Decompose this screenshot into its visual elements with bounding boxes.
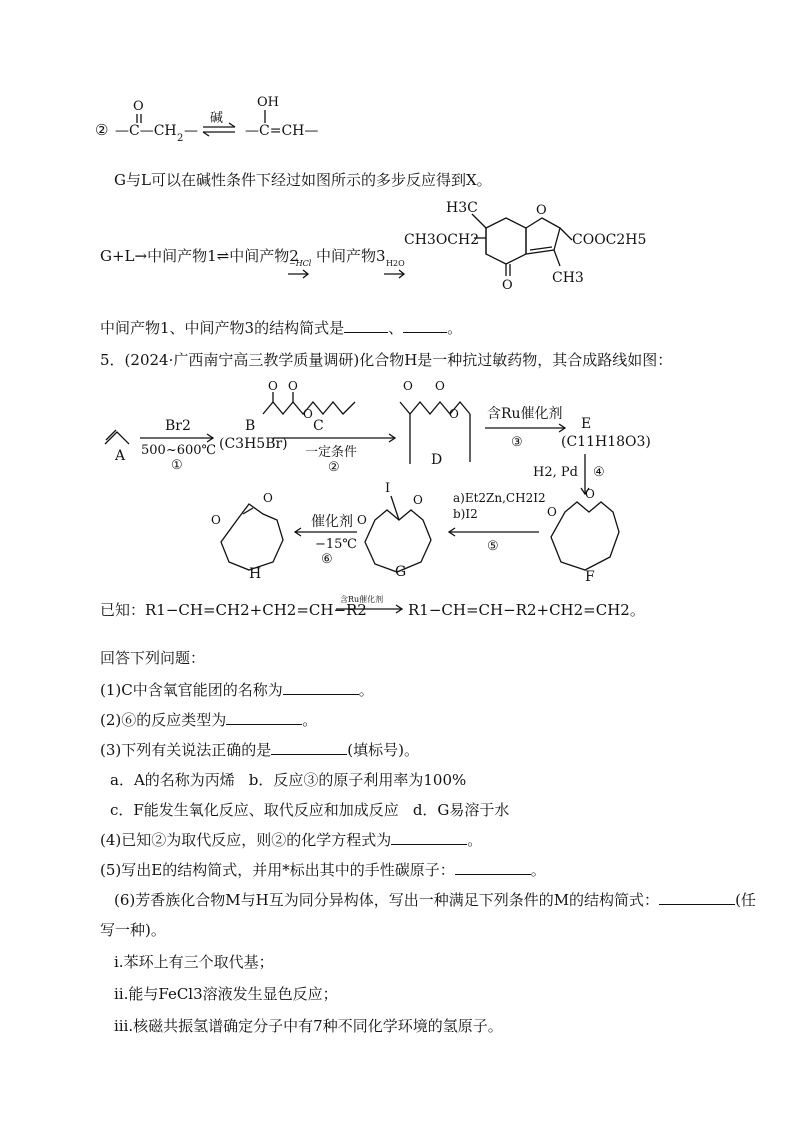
question-1-end: 。: [358, 681, 374, 699]
question-2-blank[interactable]: [226, 710, 302, 725]
step5-reagent-a: a)Et2Zn,CH2I2: [453, 491, 546, 505]
x-furan-double: [530, 247, 552, 250]
question-3: [100, 740, 419, 760]
synthesis-route: [95, 372, 735, 582]
x-cooc2h5: COOC2H5: [572, 232, 647, 248]
d-ester-o: O: [435, 379, 445, 393]
step6-cat: 催化剂: [311, 514, 353, 530]
question-5-blank[interactable]: [455, 860, 531, 875]
f-ketone-o: O: [547, 505, 557, 519]
options-ab: [110, 770, 466, 790]
question-3-tail: (填标号)。: [347, 741, 419, 759]
question-1-blank[interactable]: [283, 680, 359, 695]
step4-reagent: H2, Pd: [533, 465, 578, 480]
keto-tail: —: [184, 123, 198, 139]
question-4-end: 。: [467, 831, 483, 849]
x-furan-o: O: [536, 203, 547, 218]
answer-blank-2[interactable]: [403, 318, 447, 333]
x-ester-bond: [560, 228, 572, 240]
question-4-blank[interactable]: [391, 830, 467, 845]
question-4: [100, 830, 482, 850]
step6-cond: −15℃: [315, 537, 357, 552]
condition-ii: ⅱ.能与FeCl3溶液发生显色反应；: [114, 985, 338, 1003]
g-lactone-o: O: [413, 493, 423, 507]
label-a: A: [115, 448, 126, 464]
answer-prompt: 回答下列问题：: [100, 649, 206, 667]
step5-reagent-b: b)I2: [453, 507, 478, 521]
step1-cond: 500~600℃: [141, 443, 217, 458]
question-5-end: 。: [530, 861, 546, 879]
option-b: b．反应③的原子利用率为100%: [248, 771, 467, 789]
option-c: c．F能发生氧化反应、取代反应和加成反应: [110, 801, 399, 819]
question-6-cont: 写一种)。: [100, 921, 166, 939]
g-ketone-o: O: [357, 513, 367, 527]
known-right: [408, 600, 645, 620]
question-6-text: (6)芳香族化合物M与H互为同分异构体，写出一种满足下列条件的M的结构简式：: [114, 891, 660, 909]
question-3-text: (3)下列有关说法正确的是: [100, 741, 272, 759]
known-arrow: [334, 592, 406, 618]
g-iodine: I: [385, 481, 391, 496]
intermediate-end: 。: [447, 319, 463, 337]
keto-subscript: 2: [177, 133, 184, 144]
question-4-text: (4)已知②为取代反应，则②的化学方程式为: [100, 831, 392, 849]
arrow-minus-hcl: [286, 244, 316, 280]
step4-no: ④: [593, 465, 605, 480]
known-right-text: R1−CH=CH−R2+CH2=CH2: [408, 601, 630, 619]
enol-oh: OH: [257, 95, 279, 110]
option-d: d．G易溶于水: [412, 801, 510, 819]
label-d: D: [431, 452, 443, 468]
base-condition: 碱: [210, 111, 224, 126]
step2-cond: 一定条件: [305, 445, 358, 460]
compound-d-skeleton: [400, 402, 470, 414]
intermediate-question-text: 中间产物1、中间产物3的结构简式是: [100, 319, 345, 337]
keto-enol-equilibrium: [95, 90, 335, 150]
question-6: [114, 890, 756, 910]
q5-intro: 5．(2024·广西南宁高三教学质量调研)化合物H是一种抗过敏药物，其合成路线如图：: [100, 351, 673, 369]
d-ketone-o: O: [403, 379, 413, 393]
question-2-end: 。: [302, 711, 318, 729]
g-l-sentence: G与L可以在碱性条件下经过如图所示的多步反应得到X。: [114, 171, 492, 189]
known-cond: 含Ru催化剂: [340, 595, 384, 604]
h-ketone-o: O: [211, 513, 221, 527]
intermediate-question: [100, 318, 462, 338]
step5-no: ⑤: [487, 539, 499, 554]
x-ch3och2: CH3OCH2: [404, 232, 480, 248]
c-ether-o: O: [303, 407, 313, 421]
question-5: [100, 860, 546, 880]
question-2: [100, 710, 317, 730]
x-ketone-o: O: [502, 278, 513, 292]
x-h3c: H3C: [446, 200, 478, 216]
e-formula: (C11H18O3): [561, 434, 651, 450]
label-g: G: [395, 564, 407, 580]
item-marker: ②: [95, 121, 109, 139]
question-6-paren: (任: [735, 891, 756, 909]
answer-blank-1[interactable]: [344, 318, 388, 333]
x-cyclohexane-ring: [486, 218, 526, 264]
label-b: B: [245, 418, 256, 434]
known-label: 已知：: [100, 601, 146, 619]
x-methyl-bond: [554, 250, 560, 266]
h-lactone-o: O: [263, 491, 273, 505]
b-formula: (C3H5Br): [219, 436, 288, 452]
h2o-label: H2O: [386, 259, 405, 268]
question-3-blank[interactable]: [271, 740, 347, 755]
question-5-text: (5)写出E的结构简式，并用*标出其中的手性碳原子：: [100, 861, 455, 879]
option-a: a．A的名称为丙烯: [110, 771, 235, 789]
scheme-sequence: G+L→中间产物1⇌中间产物2: [100, 247, 299, 265]
step2-no: ②: [328, 460, 340, 475]
x-ch3: CH3: [552, 270, 584, 286]
known-reaction: [100, 600, 367, 620]
step1-no: ①: [171, 458, 183, 473]
c-ester-o: O: [288, 379, 298, 393]
options-cd: [110, 800, 509, 820]
compound-g-ring: [365, 510, 431, 572]
step1-reagent: Br2: [165, 418, 191, 434]
c-ketone-o: O: [268, 379, 278, 393]
x-bond-h3c: [472, 214, 486, 228]
step3-no: ③: [511, 435, 523, 450]
d-ether-o: O: [449, 407, 459, 421]
question-1: [100, 680, 374, 700]
condition-iii: ⅲ.核磁共振氢谱确定分子中有7种不同化学环境的氢原子。: [114, 1017, 503, 1035]
step6-no: ⑥: [321, 552, 333, 567]
question-6-blank[interactable]: [659, 890, 735, 905]
f-lactone-o: O: [585, 487, 595, 501]
known-end: 。: [629, 601, 645, 619]
label-e: E: [581, 416, 592, 432]
question-2-text: (2)⑥的反应类型为: [100, 711, 227, 729]
condition-i: ⅰ.苯环上有三个取代基；: [114, 953, 274, 971]
product-x-structure: [404, 192, 674, 292]
known-left: R1−CH=CH2+CH2=CH−R2: [145, 601, 367, 619]
label-f: F: [585, 569, 595, 582]
label-h: H: [249, 566, 262, 582]
keto-formula: —C—CH: [115, 123, 177, 139]
product3-label: 中间产物3: [316, 247, 386, 265]
enol-formula: —C=CH—: [245, 123, 319, 139]
step3-cat: 含Ru催化剂: [487, 406, 563, 422]
intermediate-sep: 、: [388, 319, 404, 337]
ketone-oxygen: O: [133, 99, 144, 114]
compound-f-ring: [551, 502, 619, 570]
label-c: C: [313, 418, 324, 434]
minus-hcl-label: −HCl: [289, 259, 312, 268]
question-1-text: (1)C中含氧官能团的名称为: [100, 681, 283, 699]
compound-h-ring: [221, 504, 283, 570]
